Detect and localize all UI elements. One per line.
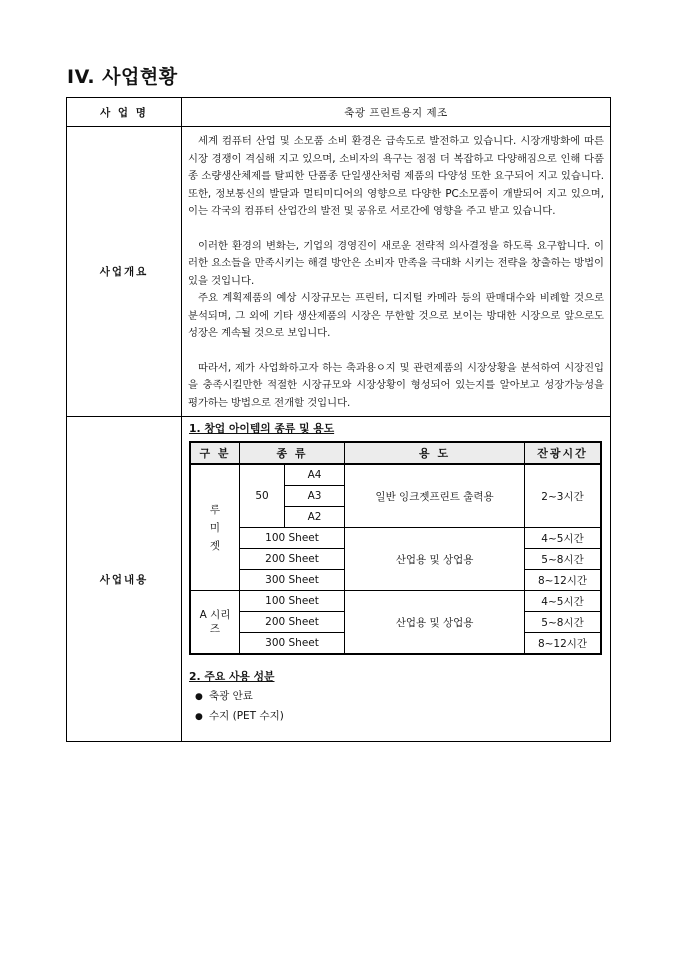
page-heading: IV. 사업현황 (67, 66, 178, 88)
bullet-icon: ● (195, 712, 203, 722)
business-overview-row (67, 127, 611, 417)
business-content-label: 사업내용 (67, 417, 182, 742)
sheet-300-a: 300 Sheet (240, 633, 345, 655)
header-use: 용 도 (345, 442, 525, 464)
product-table (189, 441, 602, 655)
business-name-row (67, 98, 611, 127)
group-lumijet: 루미젯 (190, 464, 240, 591)
time-200: 5~8시간 (525, 549, 601, 570)
business-content-cell (182, 417, 611, 742)
list-item: ● 수지 (PET 수지) (195, 707, 603, 727)
table-row (190, 528, 601, 549)
business-content-row (67, 417, 611, 742)
product-table-header (190, 442, 601, 464)
size-a4: A4 (285, 464, 345, 486)
header-category: 구 분 (190, 442, 240, 464)
overview-paragraph-1: 세계 컴퓨터 산업 및 소모품 소비 환경은 급속도로 발전하고 있습니다. 시장개방화에 따른 시장 경쟁이 격심해 지고 있으며, 소비자의 욕구는 점점 더 복잡하고 다양해짐으로 인해 다품종 소량생산체제를 탈피한 단품종 단일생산처럼 제품의 다양성 또한 요구되어 지고 있습니다. 또한, 정보통신의 발달과 멀티미디어의 영향으로 다양한 PC소모품이 개발되어 지고 있으며, 이는 각국의 컴퓨터 산업간의 발전 및 공유로 서로간에 영향을 주고 받고 있습니다. (188, 135, 604, 217)
header-afterglow-time: 잔광시간 (525, 442, 601, 464)
business-name-label: 사 업 명 (67, 98, 182, 127)
ingredient-list (195, 687, 603, 727)
overview-paragraph-2: 이러한 환경의 변화는, 기업의 경영진이 새로운 전략적 의사결정을 하도록 요구합니다. 이러한 요소들을 만족시키는 해결 방안은 소비자 만족을 극대화 시키는 전략을 창출하는 방법이 있을 것입니다. (188, 239, 604, 287)
list-item: ● 축광 안료 (195, 687, 603, 707)
sheet-100: 100 Sheet (240, 528, 345, 549)
use-industrial: 산업용 및 상업용 (345, 528, 525, 591)
sheet-200-a: 200 Sheet (240, 612, 345, 633)
time-300: 8~12시간 (525, 570, 601, 591)
use-inkjet: 일반 잉크젯프린트 출력용 (345, 464, 525, 528)
time-100-a: 4~5시간 (525, 591, 601, 612)
business-name-value: 축광 프린트용지 제조 (182, 98, 611, 127)
size-50: 50 (240, 464, 285, 528)
group-a-series: A 시리즈 (190, 591, 240, 655)
size-a2: A2 (285, 507, 345, 528)
overview-paragraph-3: 주요 계획제품의 예상 시장규모는 프린터, 디지털 카메라 등의 판매대수와 비례할 것으로 분석되며, 그 외에 기타 생산제품의 시장은 무한할 것으로 보이는 방대한 시장으로 앞으로도 성장은 계속될 것으로 보입니다. (188, 292, 604, 339)
size-a3: A3 (285, 486, 345, 507)
section-1-title: 1. 창업 아이템의 종류 및 용도 (189, 422, 335, 435)
time-200-a: 5~8시간 (525, 612, 601, 633)
overview-paragraph-4: 따라서, 제가 사업화하고자 하는 축과용ㅇ지 및 관련제품의 시장상황을 분석하여 시장진입을 충족시킬만한 적절한 시장규모와 시장상황이 형성되어 있는지를 알아보고 성장가능성을 평가하는 방법으로 전개할 것입니다. (188, 361, 604, 409)
sheet-200: 200 Sheet (240, 549, 345, 570)
sheet-100-a: 100 Sheet (240, 591, 345, 612)
use-industrial-a: 산업용 및 상업용 (345, 591, 525, 655)
time-300-a: 8~12시간 (525, 633, 601, 655)
bullet-icon: ● (195, 692, 203, 702)
section-2-title: 2. 주요 사용 성분 (189, 670, 275, 683)
table-row (190, 591, 601, 612)
business-status-table (66, 97, 611, 742)
business-overview-label: 사업개요 (67, 127, 182, 417)
header-type: 종 류 (240, 442, 345, 464)
business-overview-text (182, 127, 611, 417)
time-100: 4~5시간 (525, 528, 601, 549)
time-inkjet: 2~3시간 (525, 464, 601, 528)
sheet-300: 300 Sheet (240, 570, 345, 591)
table-row (190, 464, 601, 486)
